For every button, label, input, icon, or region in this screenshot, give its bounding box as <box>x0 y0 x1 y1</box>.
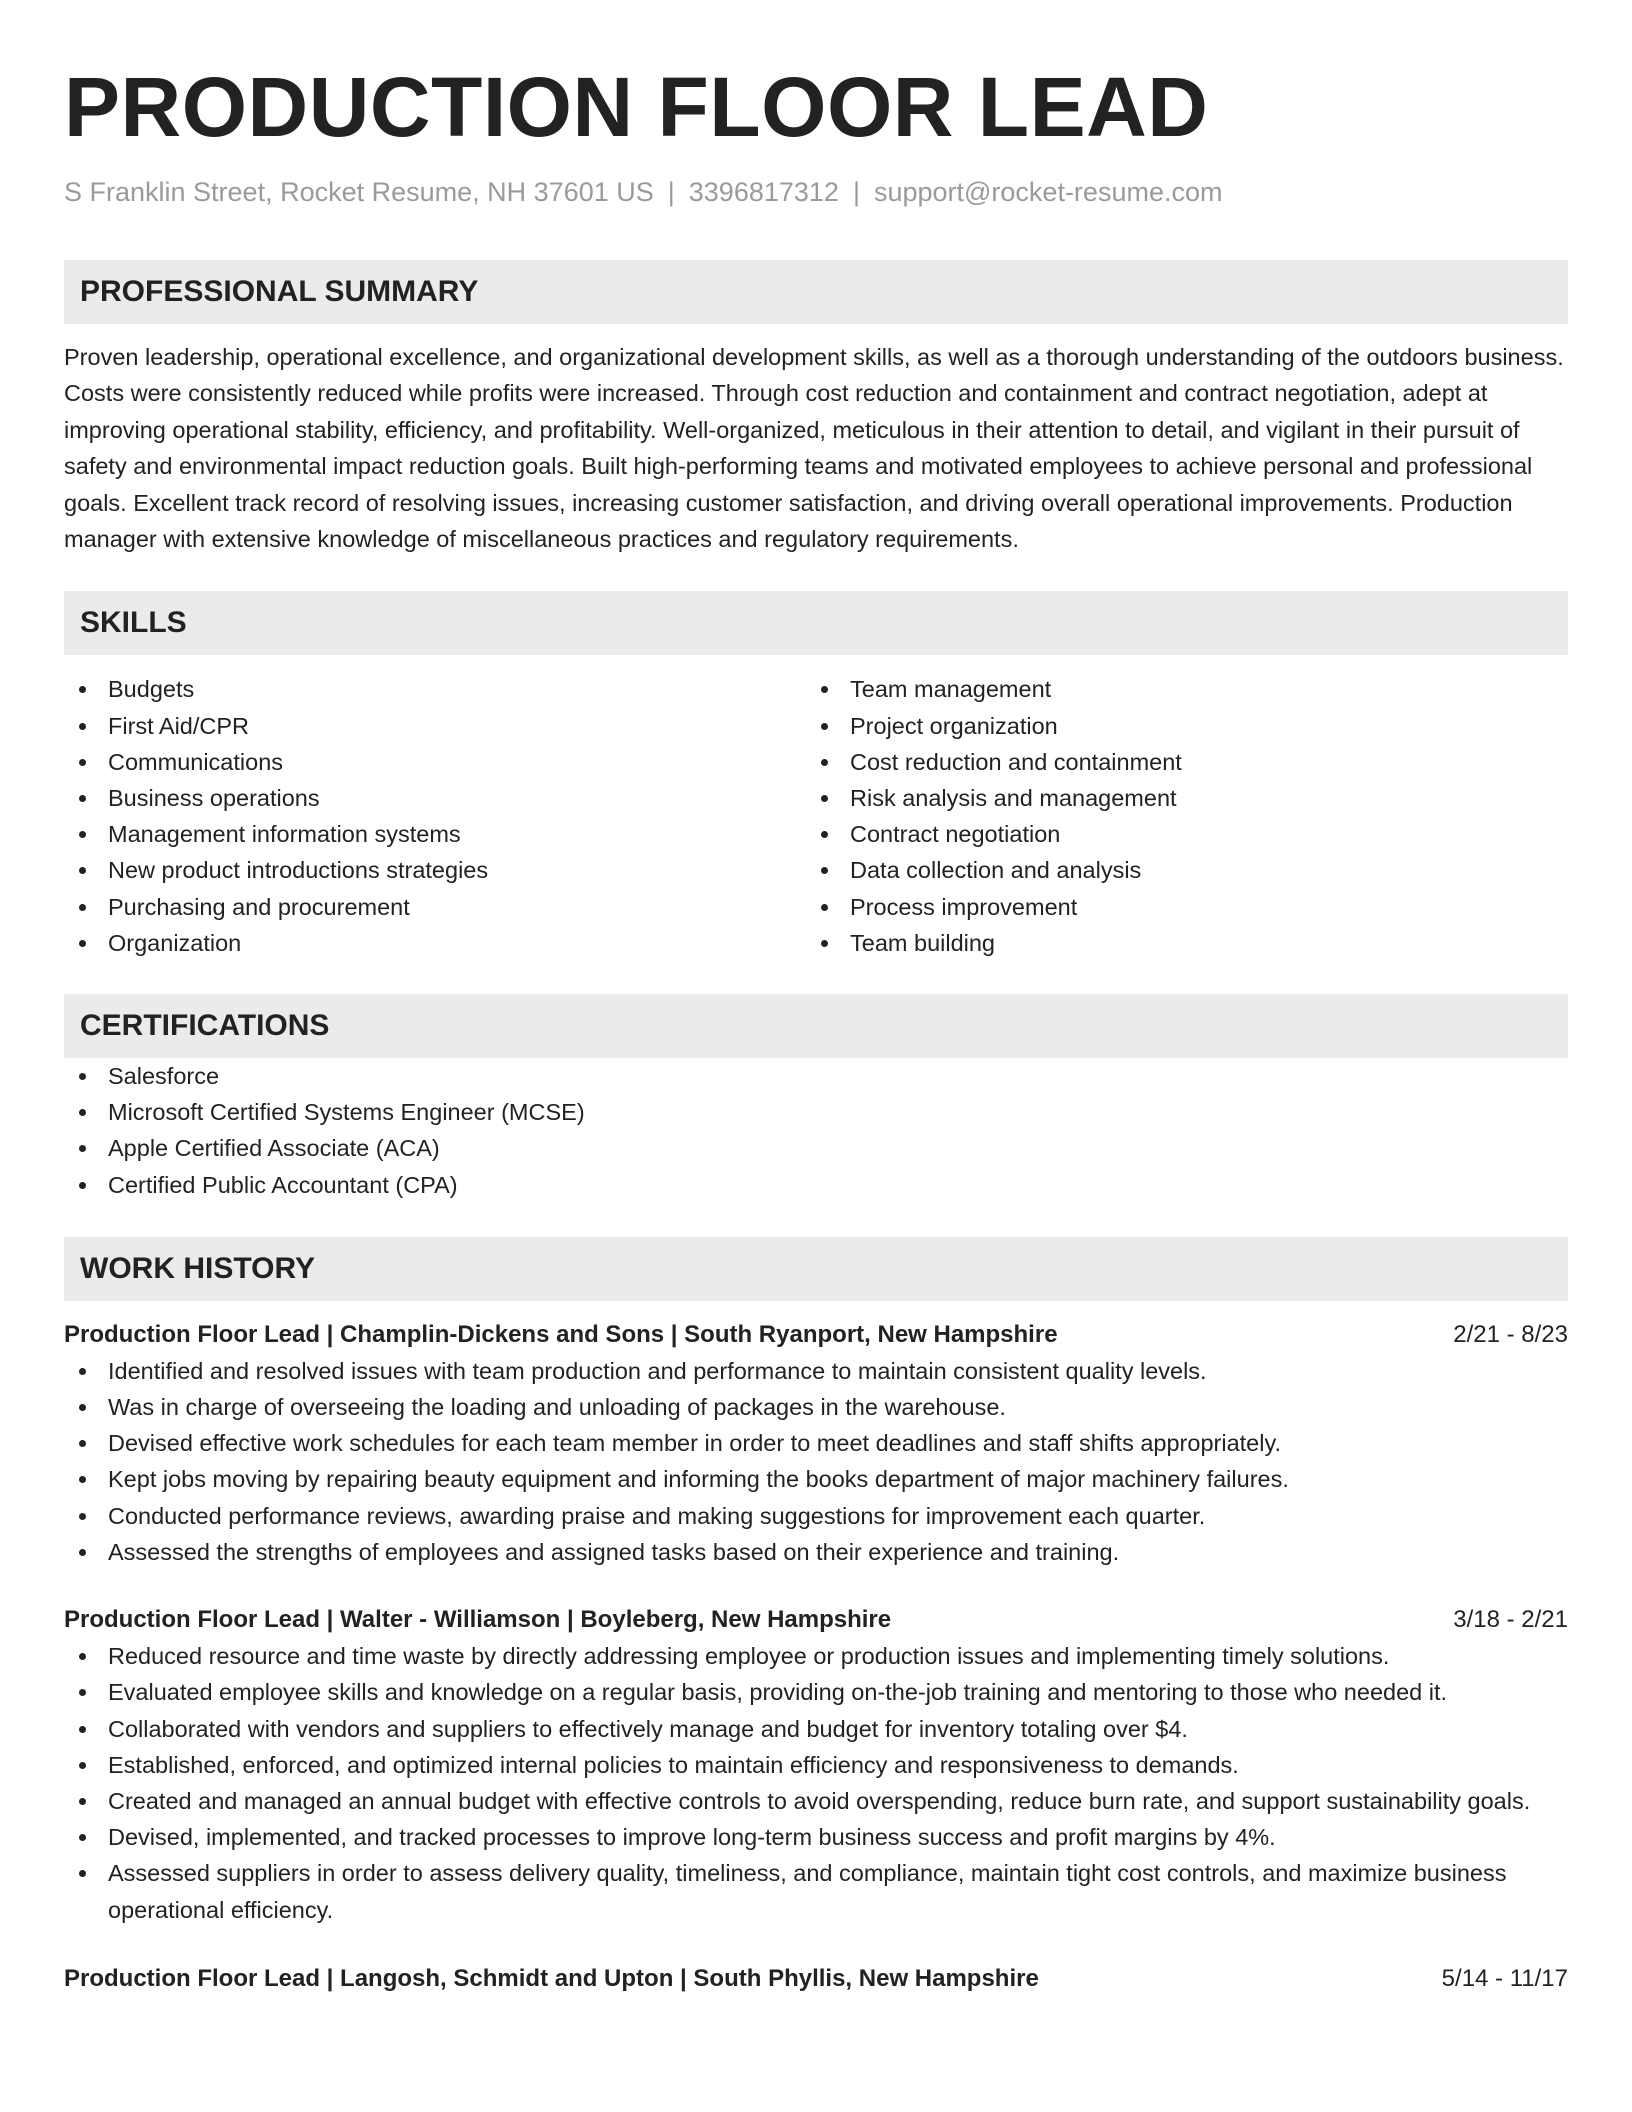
skill-item: Data collection and analysis <box>806 852 1548 888</box>
skill-item: Team building <box>806 925 1548 961</box>
job-title: Production Floor Lead | Champlin-Dickens and Sons | South Ryanport, New Hampshire <box>64 1320 1058 1348</box>
job-bullet: Devised effective work schedules for each team member in order to meet deadlines and staff shifts appropriately. <box>64 1425 1568 1461</box>
resume-page <box>64 0 1568 1997</box>
job-bullet-list <box>64 1638 1568 1928</box>
job-bullet: Evaluated employee skills and knowledge on a regular basis, providing on-the-job training and mentoring to those who needed it. <box>64 1674 1568 1710</box>
job-header <box>64 1317 1568 1353</box>
skill-item: Communications <box>64 744 806 780</box>
certification-item: Salesforce <box>64 1058 1568 1094</box>
skill-item: First Aid/CPR <box>64 708 806 744</box>
job-dates: 3/18 - 2/21 <box>1453 1606 1568 1634</box>
skills-column-right <box>806 671 1548 961</box>
job-bullet: Conducted performance reviews, awarding praise and making suggestions for improvement each quarter. <box>64 1498 1568 1534</box>
skills-column-left <box>64 671 806 961</box>
job-header <box>64 1602 1568 1638</box>
job-bullet: Identified and resolved issues with team production and performance to maintain consistent quality levels. <box>64 1353 1568 1389</box>
job-dates: 2/21 - 8/23 <box>1453 1320 1568 1348</box>
candidate-name: PRODUCTION FLOOR LEAD <box>64 60 1209 154</box>
certification-item: Apple Certified Associate (ACA) <box>64 1130 1568 1166</box>
skill-item: Business operations <box>64 780 806 816</box>
job-bullet: Assessed suppliers in order to assess delivery quality, timeliness, and compliance, maintain tight cost controls, and maximize business operational efficiency. <box>64 1855 1568 1927</box>
job-bullet: Created and managed an annual budget with effective controls to avoid overspending, reduce burn rate, and support sustainability goals. <box>64 1783 1568 1819</box>
section-heading-summary: PROFESSIONAL SUMMARY <box>64 260 1568 324</box>
summary-text: Proven leadership, operational excellence, and organizational development skills, as well as a thorough understanding of the outdoors business. Costs were consistently reduced while profits were increased. Through cost reduction and containment and contract negotiation, adept at improving operational stability, efficiency, and profitability. Well-organized, meticulous in their attention to detail, and vigilant in their pursuit of safety and environmental impact reduction goals. Built high-performing teams and motivated employees to achieve personal and professional goals. Excellent track record of resolving issues, increasing customer satisfaction, and driving overall operational improvements. Production manager with extensive knowledge of miscellaneous practices and regulatory requirements. <box>64 344 1564 553</box>
job-dates: 5/14 - 11/17 <box>1441 1964 1568 1992</box>
skill-item: Budgets <box>64 671 806 707</box>
email: support@rocket-resume.com <box>873 177 1223 207</box>
job-bullet-list <box>64 1353 1568 1570</box>
skill-item: Team management <box>806 671 1548 707</box>
skill-item: Process improvement <box>806 889 1548 925</box>
contact-line <box>64 174 1568 210</box>
job-bullet: Was in charge of overseeing the loading and unloading of packages in the warehouse. <box>64 1389 1568 1425</box>
separator: | <box>852 177 860 207</box>
section-heading-work-history: WORK HISTORY <box>64 1237 1568 1301</box>
section-heading-skills: SKILLS <box>64 591 1568 655</box>
job-bullet: Assessed the strengths of employees and assigned tasks based on their experience and training. <box>64 1534 1568 1570</box>
certification-item: Certified Public Accountant (CPA) <box>64 1167 1568 1203</box>
skill-item: Organization <box>64 925 806 961</box>
address: S Franklin Street, Rocket Resume, NH 37601 US <box>64 177 654 207</box>
certification-item: Microsoft Certified Systems Engineer (MCSE) <box>64 1094 1568 1130</box>
skills-columns <box>64 671 1568 961</box>
job-title: Production Floor Lead | Langosh, Schmidt and Upton | South Phyllis, New Hampshire <box>64 1964 1039 1992</box>
skill-item: Management information systems <box>64 816 806 852</box>
job-bullet: Kept jobs moving by repairing beauty equipment and informing the books department of major machinery failures. <box>64 1461 1568 1497</box>
skill-item: Risk analysis and management <box>806 780 1548 816</box>
separator: | <box>667 177 675 207</box>
section-heading-certifications: CERTIFICATIONS <box>64 994 1568 1058</box>
phone: 3396817312 <box>688 177 839 207</box>
skill-item: Project organization <box>806 708 1548 744</box>
skill-item: New product introductions strategies <box>64 852 806 888</box>
job-bullet: Collaborated with vendors and suppliers to effectively manage and budget for inventory totaling over $4. <box>64 1711 1568 1747</box>
job-title: Production Floor Lead | Walter - Williamson | Boyleberg, New Hampshire <box>64 1606 892 1634</box>
certification-list <box>64 1058 1568 1203</box>
skill-item: Contract negotiation <box>806 816 1548 852</box>
job-bullet: Devised, implemented, and tracked processes to improve long-term business success and profit margins by 4%. <box>64 1819 1568 1855</box>
job-bullet: Established, enforced, and optimized internal policies to maintain efficiency and responsiveness to demands. <box>64 1747 1568 1783</box>
job-bullet: Reduced resource and time waste by directly addressing employee or production issues and implementing timely solutions. <box>64 1638 1568 1674</box>
skill-item: Purchasing and procurement <box>64 889 806 925</box>
skill-item: Cost reduction and containment <box>806 744 1548 780</box>
job-header <box>64 1961 1568 1997</box>
